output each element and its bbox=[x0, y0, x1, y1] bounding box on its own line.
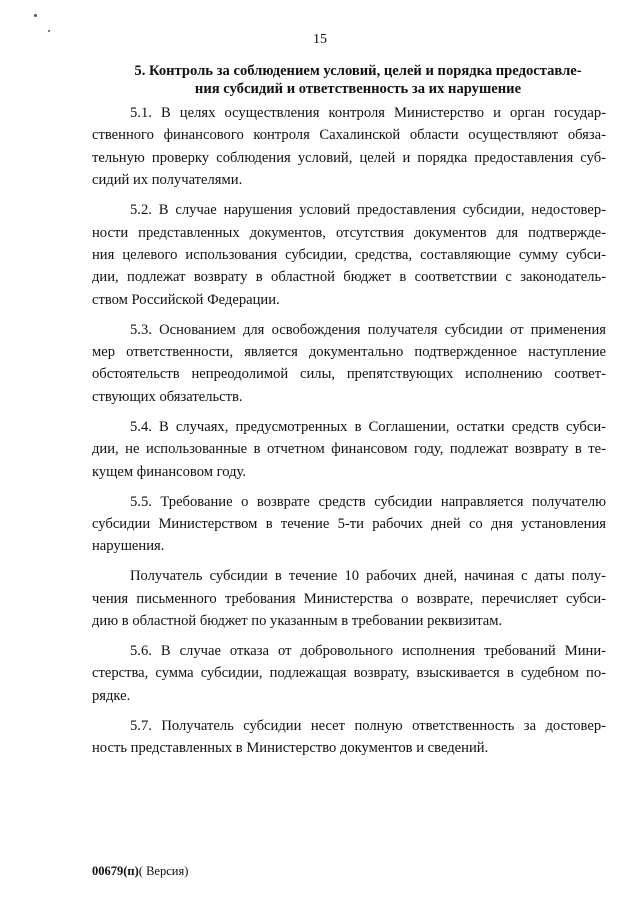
paragraph-5-7 bbox=[92, 715, 606, 760]
text-line: ственного финансового контроля Сахалинской области осуществляют обяза- bbox=[92, 127, 606, 144]
text-line: сидий их получателями. bbox=[92, 172, 243, 189]
scan-speck bbox=[34, 14, 37, 17]
text-line: кущем финансовом году. bbox=[92, 463, 247, 480]
text-line: ность представленных в Министерство документов и сведений. bbox=[92, 740, 489, 757]
text-line: 5.4. В случаях, предусмотренных в Соглашении, остатки средств субси- bbox=[130, 418, 606, 435]
section-body bbox=[92, 102, 606, 767]
text-line: обстоятельств непреодолимой силы, препятствующих исполнению соответ- bbox=[92, 366, 606, 383]
text-line: дию в областной бюджет по указанным в требовании реквизитам. bbox=[92, 613, 503, 630]
paragraph-5-4 bbox=[92, 416, 606, 483]
text-line: ния целевого использования субсидии, средства, составляющие сумму субси- bbox=[92, 246, 606, 263]
text-line: дии, не использованные в отчетном финансовом году, подлежат возврату в те- bbox=[92, 441, 606, 458]
paragraph-5-1 bbox=[92, 102, 606, 192]
text-line: 5.3. Основанием для освобождения получателя субсидии от применения bbox=[130, 321, 606, 338]
text-line: дии, подлежат возврату в областной бюджет в соответствии с законодатель- bbox=[92, 269, 606, 286]
section-heading-line: ния субсидий и ответственность за их нарушение bbox=[194, 81, 522, 97]
text-line: 5.6. В случае отказа от добровольного исполнения требований Мини- bbox=[130, 642, 606, 659]
paragraph-5-5 bbox=[92, 491, 606, 558]
text-line: 5.5. Требование о возврате средств субсидии направляется получателю bbox=[130, 493, 606, 510]
text-line: ности представленных документов, отсутствия документов для подтвержде- bbox=[92, 224, 606, 241]
paragraph-5-2 bbox=[92, 199, 606, 311]
text-line: ствующих обязательств. bbox=[92, 388, 243, 405]
text-line: тельную проверку соблюдения условий, целей и порядка предоставления суб- bbox=[92, 149, 606, 166]
document-code-version: ( Версия) bbox=[138, 864, 189, 878]
text-line: мер ответственности, является документально подтвержденное наступление bbox=[92, 344, 606, 361]
text-line: рядке. bbox=[92, 687, 131, 704]
section-heading-line: 5. Контроль за соблюдением условий, целей и порядка предоставле- bbox=[134, 63, 582, 79]
paragraph-recipient bbox=[92, 565, 606, 632]
text-line: ством Российской Федерации. bbox=[92, 291, 280, 308]
paragraph-5-6 bbox=[92, 640, 606, 707]
text-line: субсидии Министерством в течение 5-ти рабочих дней со дня установления bbox=[92, 515, 606, 532]
document-code bbox=[92, 864, 188, 879]
text-line: Получатель субсидии в течение 10 рабочих дней, начиная с даты полу- bbox=[130, 568, 606, 585]
text-line: 5.1. В целях осуществления контроля Министерство и орган государ- bbox=[130, 105, 606, 121]
paragraph-5-3 bbox=[92, 319, 606, 409]
text-line: стерства, сумма субсидии, подлежащая возврату, взыскивается в судебном по- bbox=[92, 665, 606, 682]
text-line: 5.2. В случае нарушения условий предоставления субсидии, недостовер- bbox=[130, 202, 606, 219]
text-line: чения письменного требования Министерства о возврате, перечисляет субси- bbox=[92, 590, 606, 607]
text-line: 5.7. Получатель субсидии несет полную ответственность за достовер- bbox=[130, 717, 606, 734]
page-number: 15 bbox=[313, 32, 327, 47]
document-code-number: 00679(п) bbox=[92, 864, 139, 878]
text-line: нарушения. bbox=[92, 538, 165, 555]
section-heading bbox=[108, 62, 608, 98]
